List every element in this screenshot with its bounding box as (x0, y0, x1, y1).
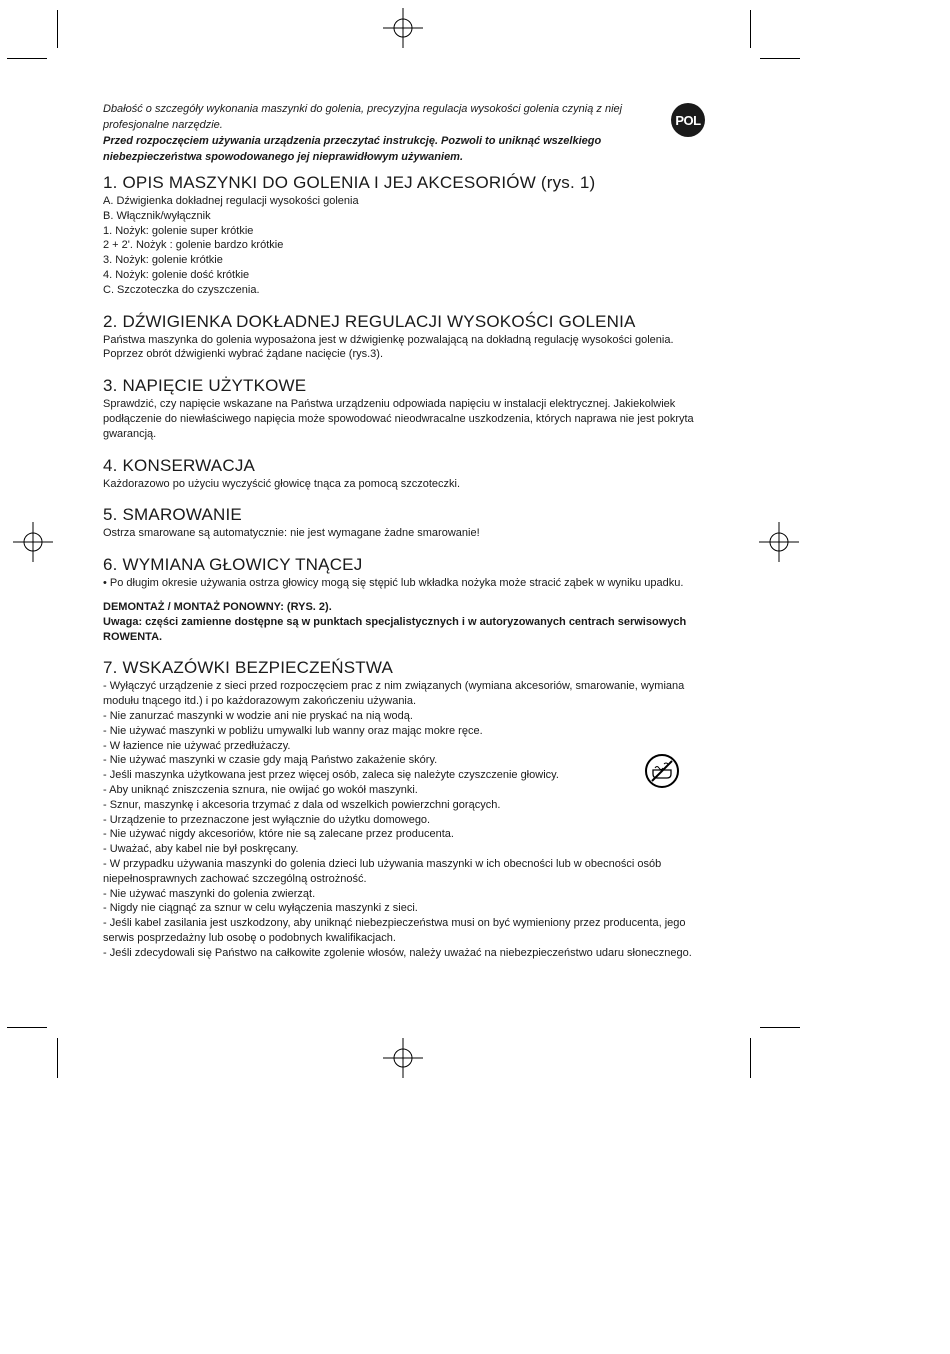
intro-warning: Przed rozpoczęciem używania urządzenia przeczytać instrukcję. Pozwoli to uniknąć wszelkiego niebezpieczeństwa spowodowanego jej nieprawidłowym używaniem. (103, 135, 602, 163)
section-title: 4. KONSERWACJA (103, 455, 256, 475)
list-item: - Nie używać maszynki do golenia zwierząt. (103, 887, 316, 900)
intro-text: Dbałość o szczegóły wykonania maszynki do golenia, precyzyjna regulacja wysokości golenia czynią z niej profesjonalne narzędzie. (103, 103, 623, 131)
section-title: 1. OPIS MASZYNKI DO GOLENIA I JEJ AKCESORIÓW (rys. 1) (103, 173, 596, 192)
disassembly-note: DEMONTAŻ / MONTAŻ PONOWNY: (RYS. 2). (103, 600, 332, 613)
list-item: - Nie używać maszynki w czasie gdy mają Państwo zakażenie skóry. (103, 754, 438, 767)
section-lever (103, 312, 703, 363)
list-item: 2 + 2'. Nożyk : golenie bardzo krótkie (103, 239, 284, 252)
list-item: 1. Nożyk: golenie super krótkie (103, 224, 254, 237)
intro (103, 101, 673, 165)
section-title: 6. WYMIANA GŁOWICY TNĄCEJ (103, 555, 363, 575)
list-item: - Nie używać maszynki w pobliżu umywalki lub wanny oraz mając mokre ręce. (103, 724, 483, 737)
section-title: 7. WSKAZÓWKI BEZPIECZEŃSTWA (103, 658, 394, 678)
list-item: B. Włącznik/wyłącznik (103, 209, 211, 222)
registration-mark-icon (383, 1038, 423, 1078)
list-item: - Nigdy nie ciągnąć za sznur w celu wyłączenia maszynki z sieci. (103, 902, 418, 915)
list-item: - Jeśli zdecydowali się Państwo na całkowite zgolenie włosów, należy uważać na niebezpieczeństwo udaru słonecznego. (103, 946, 692, 959)
list-item: - Uważać, aby kabel nie był poskręcany. (103, 843, 299, 856)
no-bathing-warning-icon (644, 753, 680, 789)
manual-content (103, 173, 703, 974)
section-head-replacement (103, 555, 703, 644)
list-item: - Sznur, maszynkę i akcesoria trzymać z dala od wszelkich powierzchni gorących. (103, 798, 501, 811)
pol-language-badge: POL (671, 103, 705, 137)
section-text: Ostrza smarowane są automatycznie: nie jest wymagane żadne smarowanie! (103, 527, 480, 540)
section-text: Sprawdzić, czy napięcie wskazane na Państwa urządzeniu odpowiada napięciu w instalacji elektrycznej. Jakiekolwiek podłączenie do niewłaściwego napięcia może spowodować nieodwracalne uszkodzenia, których naprawa nie jest pokryta gwarancją. (103, 398, 694, 440)
list-item: - W łazience nie używać przedłużaczy. (103, 739, 291, 752)
list-item: - Wyłączyć urządzenie z sieci przed rozpoczęciem prac z nim związanych (wymiana akcesoriów, smarowanie, wymiana modułu tnącego itd.) i po każdorazowym zakończeniu używania. (103, 680, 685, 708)
registration-mark-icon (13, 522, 53, 562)
registration-mark-icon (383, 8, 423, 48)
section-title: 3. NAPIĘCIE UŻYTKOWE (103, 376, 307, 396)
list-item: - Jeśli kabel zasilania jest uszkodzony, aby uniknąć niebezpieczeństwa musi on być wymieniony przez producenta, jego serwis posprzedażny lub osobę o podobnych kwalifikacjach. (103, 917, 686, 944)
list-item: 4. Nożyk: golenie dość krótkie (103, 268, 250, 281)
crop-mark (750, 10, 751, 48)
list-item: - Nie używać nigdy akcesoriów, które nie są zalecane przez producenta. (103, 828, 454, 841)
crop-mark (7, 1027, 47, 1028)
crop-mark (7, 58, 47, 59)
list-item: 3. Nożyk: golenie krótkie (103, 254, 223, 267)
section-description (103, 173, 703, 298)
crop-mark (750, 1038, 751, 1078)
section-safety (103, 658, 703, 960)
list-item: - W przypadku używania maszynki do golenia dzieci lub używania maszynki w ich obecności lub w obecności osób niepełnosprawnych zachować szczególną ostrożność. (103, 857, 662, 885)
crop-mark (760, 58, 800, 59)
crop-mark (57, 10, 58, 48)
list-item: C. Szczoteczka do czyszczenia. (103, 283, 260, 296)
section-voltage (103, 376, 703, 441)
section-text: • Po długim okresie używania ostrza głowicy mogą się stępić lub wkładka nożyka może stracić ząbek w wyniku upadku. (103, 577, 684, 590)
list-item: - Aby uniknąć zniszczenia sznura, nie owijać go wokół maszynki. (103, 783, 418, 796)
section-text: Państwa maszynka do golenia wyposażona jest w dźwigienkę pozwalającą na dokładną regulację wysokości golenia. Poprzez obrót dźwigienki wybrać żądane nacięcie (rys.3). (103, 333, 674, 361)
spare-parts-note: Uwaga: części zamienne dostępne są w punktach specjalistycznych i w autoryzowanych centrach serwisowych ROWENTA. (103, 615, 687, 643)
registration-mark-icon (759, 522, 799, 562)
crop-mark (760, 1027, 800, 1028)
section-text: Każdorazowo po użyciu wyczyścić głowicę tnąca za pomocą szczoteczki. (103, 477, 461, 490)
section-title: 2. DŹWIGIENKA DOKŁADNEJ REGULACJI WYSOKOŚCI GOLENIA (103, 311, 636, 331)
list-item: A. Dźwigienka dokładnej regulacji wysokości golenia (103, 195, 359, 207)
section-maintenance (103, 456, 703, 492)
section-lubrication (103, 505, 703, 541)
list-item: - Jeśli maszynka użytkowana jest przez więcej osób, zaleca się należyte czyszczenie głowicy. (103, 769, 559, 782)
section-title: 5. SMAROWANIE (103, 505, 242, 525)
crop-mark (57, 1038, 58, 1078)
list-item: - Urządzenie to przeznaczone jest wyłącznie do użytku domowego. (103, 813, 431, 826)
list-item: - Nie zanurzać maszynki w wodzie ani nie pryskać na nią wodą. (103, 709, 413, 722)
